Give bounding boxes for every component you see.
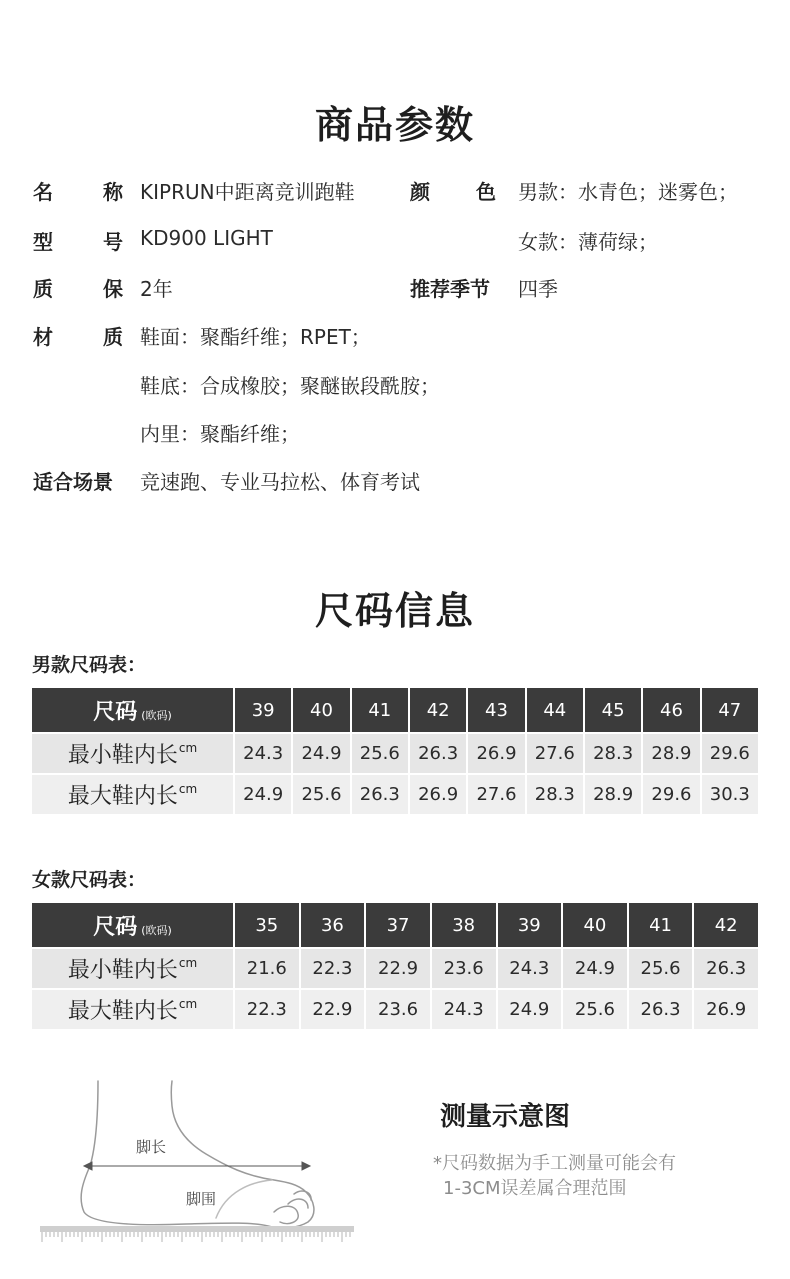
men-size-cell: 39	[234, 687, 292, 733]
men-max-cell: 26.3	[351, 774, 409, 815]
women-min-cell: 23.6	[431, 948, 497, 989]
women-max-cell: 22.3	[234, 989, 300, 1030]
women-max-cell: 24.9	[497, 989, 563, 1030]
women-size-cell: 36	[300, 902, 366, 948]
women-min-cell: 24.9	[562, 948, 628, 989]
measure-note-line2: 1-3CM误差属合理范围	[443, 1178, 627, 1199]
warranty-value: 2年	[140, 277, 173, 301]
warranty-label: 质 保	[33, 277, 123, 301]
women-max-cell: 26.9	[693, 989, 759, 1030]
model-value: KD900 LIGHT	[140, 226, 273, 250]
women-min-cell: 22.3	[300, 948, 366, 989]
men-size-cell: 42	[409, 687, 467, 733]
season-label: 推荐季节	[410, 277, 490, 301]
ruler	[40, 1226, 354, 1232]
women-size-cell: 41	[628, 902, 694, 948]
men-min-cell: 28.3	[584, 733, 642, 774]
max-length-label: 最大鞋内长$^{cm}$	[31, 989, 234, 1030]
toe-1	[274, 1206, 298, 1223]
men-size-cell: 45	[584, 687, 642, 733]
women-max-cell: 24.3	[431, 989, 497, 1030]
men-size-cell: 40	[292, 687, 350, 733]
women-size-cell: 39	[497, 902, 563, 948]
men-max-cell: 25.6	[292, 774, 350, 815]
men-min-cell: 27.6	[526, 733, 584, 774]
measure-title: 测量示意图	[440, 1102, 571, 1132]
material-lining: 内里：聚酯纤维；	[140, 422, 300, 446]
men-min-cell: 25.6	[351, 733, 409, 774]
men-size-cell: 43	[467, 687, 525, 733]
girth-arc	[216, 1180, 272, 1218]
color-label: 颜 色	[410, 180, 496, 204]
women-min-cell: 22.9	[365, 948, 431, 989]
color-men-value: 男款：水青色；迷雾色；	[518, 180, 738, 204]
men-min-cell: 24.9	[292, 733, 350, 774]
name-value: KIPRUN中距离竞训跑鞋	[140, 180, 355, 204]
men-max-cell: 28.9	[584, 774, 642, 815]
size-header-cell: 尺码 (欧码)	[31, 902, 234, 948]
men-max-cell: 26.9	[409, 774, 467, 815]
scene-value: 竞速跑、专业马拉松、体育考试	[140, 470, 420, 494]
men-size-cell: 46	[642, 687, 700, 733]
ruler-ticks	[42, 1232, 350, 1242]
measure-note	[433, 1151, 676, 1201]
men-max-cell: 30.3	[701, 774, 759, 815]
color-women-value: 女款：薄荷绿；	[518, 230, 658, 254]
women-max-row	[31, 989, 759, 1030]
men-min-cell: 26.3	[409, 733, 467, 774]
women-size-cell: 40	[562, 902, 628, 948]
scene-label: 适合场景	[33, 470, 113, 494]
material-sole: 鞋底：合成橡胶；聚醚嵌段酰胺；	[140, 374, 440, 398]
men-size-cell: 47	[701, 687, 759, 733]
length-arrow-right	[302, 1162, 310, 1170]
women-max-cell: 23.6	[365, 989, 431, 1030]
max-length-label: 最大鞋内长$^{cm}$	[31, 774, 234, 815]
foot-length-label: 脚长	[136, 1138, 167, 1156]
men-max-cell: 28.3	[526, 774, 584, 815]
foot-measure-illustration	[36, 1076, 361, 1246]
women-min-row	[31, 948, 759, 989]
material-upper: 鞋面：聚酯纤维；RPET；	[140, 325, 371, 349]
product-params-title: 商品参数	[314, 103, 475, 147]
women-size-cell: 35	[234, 902, 300, 948]
men-min-cell: 28.9	[642, 733, 700, 774]
men-min-cell: 29.6	[701, 733, 759, 774]
women-size-table	[30, 901, 760, 1031]
size-info-title: 尺码信息	[314, 589, 475, 633]
women-min-cell: 24.3	[497, 948, 563, 989]
men-max-cell: 27.6	[467, 774, 525, 815]
name-label: 名 称	[33, 180, 123, 204]
women-min-cell: 21.6	[234, 948, 300, 989]
women-size-cell: 42	[693, 902, 759, 948]
season-value: 四季	[518, 277, 558, 301]
women-max-cell: 26.3	[628, 989, 694, 1030]
men-size-cell: 41	[351, 687, 409, 733]
men-size-table-title: 男款尺码表：	[32, 654, 147, 676]
min-length-label: 最小鞋内长$^{cm}$	[31, 733, 234, 774]
men-max-cell: 24.9	[234, 774, 292, 815]
model-label: 型 号	[33, 230, 123, 254]
min-length-label: 最小鞋内长$^{cm}$	[31, 948, 234, 989]
women-max-cell: 25.6	[562, 989, 628, 1030]
measure-note-line1: *尺码数据为手工测量可能会有	[433, 1153, 676, 1174]
foot-girth-label: 脚围	[186, 1190, 217, 1208]
women-header-row	[31, 902, 759, 948]
men-size-table	[30, 686, 760, 816]
men-min-cell: 26.9	[467, 733, 525, 774]
material-label: 材 质	[33, 325, 123, 349]
women-size-cell: 37	[365, 902, 431, 948]
women-size-table-title: 女款尺码表：	[32, 869, 147, 891]
men-header-row	[31, 687, 759, 733]
women-min-cell: 25.6	[628, 948, 694, 989]
men-min-row	[31, 733, 759, 774]
men-min-cell: 24.3	[234, 733, 292, 774]
women-min-cell: 26.3	[693, 948, 759, 989]
men-max-row	[31, 774, 759, 815]
size-header-cell: 尺码 (欧码)	[31, 687, 234, 733]
women-max-cell: 22.9	[300, 989, 366, 1030]
men-max-cell: 29.6	[642, 774, 700, 815]
men-size-cell: 44	[526, 687, 584, 733]
women-size-cell: 38	[431, 902, 497, 948]
